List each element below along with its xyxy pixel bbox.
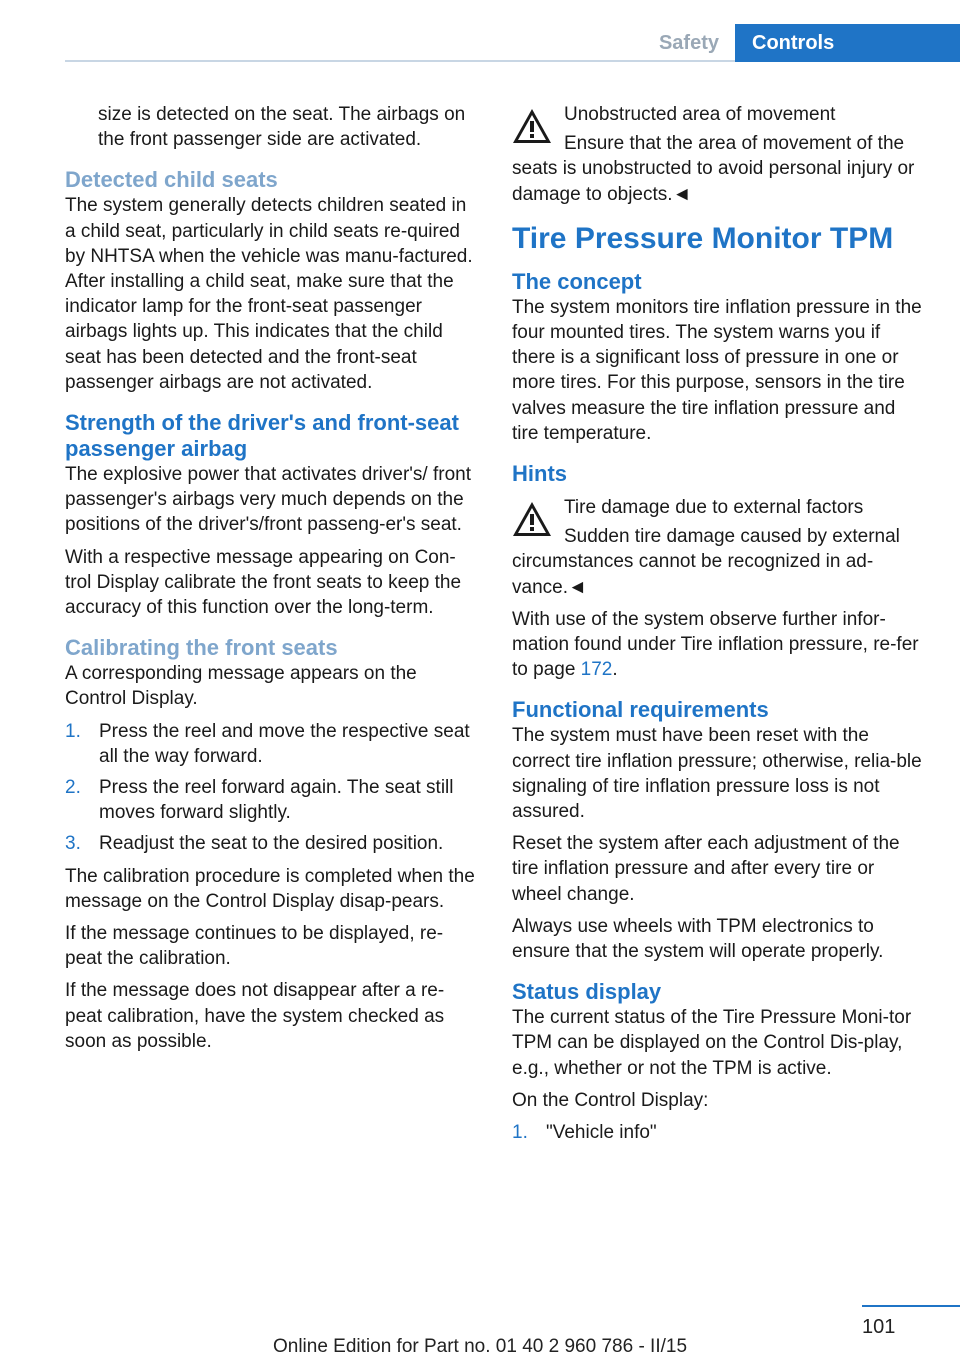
right-column xyxy=(512,102,922,1152)
footer-rule xyxy=(862,1305,960,1307)
paragraph: The system must have been reset with the correct tire inflation pressure; otherwise, relia-ble signaling of tire inflation pressure loss is not assured. xyxy=(512,725,922,823)
status-steps xyxy=(512,1120,922,1145)
step-text: Press the reel and move the respective seat all the way forward. xyxy=(99,720,470,767)
page-link-172[interactable]: 172 xyxy=(580,659,613,681)
step-number: 1. xyxy=(65,720,81,742)
section-title-airbag-strength: Strength of the driver's and front-seat passenger airbag xyxy=(65,410,459,462)
step-number: 1. xyxy=(512,1122,528,1144)
calibration-steps xyxy=(65,719,477,857)
left-column xyxy=(65,102,477,1061)
paragraph xyxy=(512,607,922,683)
warning-title: Unobstructed area of movement xyxy=(564,104,836,125)
chapter-title-tpm: Tire Pressure Monitor TPM xyxy=(512,221,894,255)
step-text: Readjust the seat to the desired position. xyxy=(99,833,444,855)
paragraph: Always use wheels with TPM electronics to ensure that the system will operate properly. xyxy=(512,915,884,963)
step-text: Press the reel forward again. The seat still moves forward slightly. xyxy=(99,777,454,824)
tab-controls[interactable]: Controls xyxy=(735,24,960,62)
tab-safety[interactable]: Safety xyxy=(658,32,719,54)
edition-note: Online Edition for Part no. 01 40 2 960 786 - II/15 xyxy=(272,1336,688,1357)
list-item xyxy=(65,775,477,825)
warning-block-tire-damage xyxy=(512,495,922,600)
warning-text: seats is unobstructed to avoid personal injury or damage to objects.◄ xyxy=(512,158,915,205)
intro-text: size is detected on the seat. The airbags on the front passenger side are activated. xyxy=(98,104,466,151)
page-number: 101 xyxy=(862,1316,896,1338)
section-title-hints: Hints xyxy=(512,461,567,487)
step-text: "Vehicle info" xyxy=(546,1122,657,1144)
section-title-detected-child-seats: Detected child seats xyxy=(65,167,278,193)
paragraph: Reset the system after each adjustment of the tire inflation pressure and after every tire or wheel change. xyxy=(512,833,900,905)
paragraph-text: . xyxy=(612,659,618,681)
step-number: 3. xyxy=(65,833,81,855)
paragraph: If the message does not disappear after a re-peat calibration, have the system checked as soon as possible. xyxy=(65,980,445,1052)
warning-text: Ensure that the area of movement of the xyxy=(564,133,905,155)
paragraph: The system monitors tire inflation pressure in the four mounted tires. The system warns you if there is a significant loss of pressure in one or more tires. For this purpose, sensors in the tire valves measure the tire inflation pressure and tire temperature. xyxy=(512,296,922,444)
warning-triangle-icon xyxy=(512,501,552,537)
paragraph-text: With use of the system observe further infor-mation found under Tire inflation pressure, re-fer to page xyxy=(512,608,919,681)
warning-block-movement xyxy=(512,102,922,207)
warning-title: Tire damage due to external factors xyxy=(564,497,864,519)
paragraph: With a respective message appearing on Con-trol Display calibrate the front seats to keep the accuracy of this function over the long-term. xyxy=(65,546,462,619)
list-item xyxy=(65,719,477,769)
list-item xyxy=(512,1120,922,1145)
list-item xyxy=(65,831,477,856)
warning-triangle-icon xyxy=(512,108,552,144)
section-title-concept: The concept xyxy=(512,268,642,294)
section-title-calibrating: Calibrating the front seats xyxy=(65,635,338,661)
section-title-status-display: Status display xyxy=(512,979,662,1005)
step-number: 2. xyxy=(65,777,81,799)
paragraph: A corresponding message appears on the Control Display. xyxy=(65,663,417,710)
paragraph: The system generally detects children seated in a child seat, particularly in child seats re-quired by NHTSA when the vehicle was manu-factured. After installing a child seat, make sure that the indicator lamp for the front-seat passenger airbags lights up. This indicates that the child seat has been detected and the front-seat passenger airbags are not activated. xyxy=(65,195,473,393)
section-title-functional-requirements: Functional requirements xyxy=(512,697,769,723)
paragraph: The explosive power that activates driver's/ front passenger's airbags very much depends on the positions of the driver's/front passeng-er's seat. xyxy=(65,464,471,536)
paragraph: The current status of the Tire Pressure Moni-tor TPM can be displayed on the Control Dis-play, e.g., whether or not the TPM is active. xyxy=(512,1007,912,1079)
warning-text: circumstances cannot be recognized in ad-vance.◄ xyxy=(512,551,874,598)
warning-text: Sudden tire damage caused by external xyxy=(564,526,900,548)
paragraph: If the message continues to be displayed, re-peat the calibration. xyxy=(65,923,444,970)
paragraph: The calibration procedure is completed when the message on the Control Display disap-pears. xyxy=(65,865,475,912)
paragraph: On the Control Display: xyxy=(512,1089,709,1111)
